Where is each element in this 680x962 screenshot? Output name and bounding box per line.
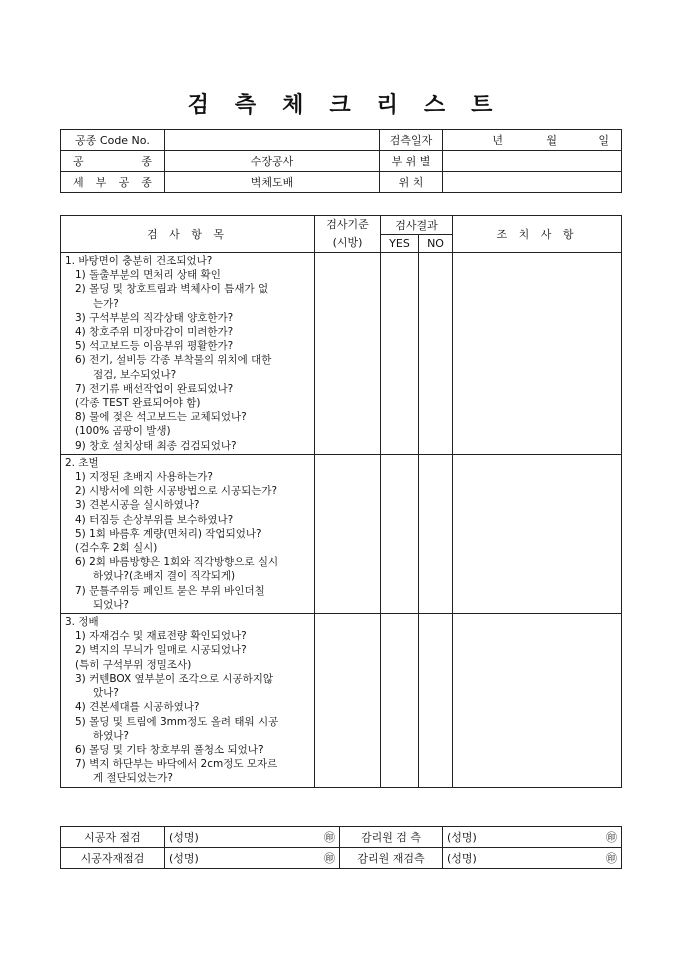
yes-cell[interactable]	[381, 454, 419, 613]
title-char: 크	[329, 92, 351, 118]
header-standard-line1: 검사기준	[326, 218, 369, 231]
seal-mark: ㊞	[606, 852, 617, 865]
checklist-section	[61, 614, 622, 787]
action-cell[interactable]	[453, 454, 622, 613]
no-cell[interactable]	[419, 614, 453, 787]
check-item: 1) 돌출부분의 면처리 상태 확인	[75, 269, 221, 282]
header-result: 검사결과	[381, 216, 453, 235]
supervisor-check-label: 감리원 검 측	[340, 827, 443, 848]
check-item: 3) 구석부분의 직각상태 양호한가?	[75, 311, 234, 324]
seal-mark: ㊞	[606, 831, 617, 844]
standard-cell[interactable]	[315, 454, 381, 613]
title-char: 스	[423, 92, 446, 118]
check-item: 3) 견본시공을 실시하였나?	[75, 499, 200, 512]
inspection-date-value[interactable]	[443, 130, 622, 151]
no-cell[interactable]	[419, 454, 453, 613]
check-item: 7) 전기류 배선작업이 완료되었나?	[75, 382, 234, 395]
standard-cell[interactable]	[315, 614, 381, 787]
supervisor-recheck-sign[interactable]	[443, 848, 622, 869]
check-item: 6) 2회 바름방향은 1회와 직각방향으로 실시	[75, 556, 279, 569]
check-item: 6) 몰딩 및 기타 창호부위 풀청소 되었나?	[75, 743, 264, 756]
check-item: 되었나?	[93, 598, 130, 611]
date-month: 월	[546, 134, 557, 147]
check-item: 5) 몰딩 및 트림에 3mm정도 올려 태워 시공	[75, 715, 279, 728]
contractor-recheck-label: 시공자재점검	[61, 848, 165, 869]
check-item: 게 절단되었는가?	[93, 772, 173, 785]
check-item: 2) 몰딩 및 창호트림과 벽체사이 틈새가 없	[75, 283, 269, 296]
contractor-check-label: 시공자 점검	[61, 827, 165, 848]
part-value[interactable]	[443, 151, 622, 172]
sign-placeholder: (성명)	[169, 831, 199, 844]
title-char: 검	[187, 92, 209, 118]
date-day: 일	[598, 134, 609, 147]
check-item: 4) 견본세대를 시공하였나?	[75, 701, 200, 714]
check-item: (검수후 2회 실시)	[75, 542, 158, 555]
seal-mark: ㊞	[324, 852, 335, 865]
location-label: 위 치	[380, 172, 443, 193]
work-code-label: 공종 Code No.	[61, 130, 165, 151]
checklist-sections	[61, 253, 622, 788]
title-char: 체	[282, 92, 304, 118]
header-standard-line2: (시방)	[332, 236, 363, 249]
section-heading: 2. 초벌	[65, 456, 99, 469]
supervisor-recheck-label: 감리원 재검측	[340, 848, 443, 869]
work-code-value[interactable]	[165, 130, 380, 151]
info-table	[60, 129, 622, 193]
check-item: 는가?	[93, 297, 119, 310]
check-item: 2) 벽지의 무늬가 일매로 시공되었나?	[75, 644, 247, 657]
check-item: 5) 석고보드등 이음부위 평활한가?	[75, 340, 234, 353]
no-cell[interactable]	[419, 253, 453, 455]
standard-cell[interactable]	[315, 253, 381, 455]
check-item: 9) 창호 설치상태 최종 검검되었나?	[75, 439, 237, 452]
check-item: 7) 벽지 하단부는 바닥에서 2cm정도 모자르	[75, 758, 278, 771]
title-char: 트	[471, 92, 493, 118]
title-char: 측	[234, 92, 257, 118]
checklist-section	[61, 454, 622, 613]
check-item: 았나?	[93, 687, 119, 700]
check-item: 4) 터짐등 손상부위를 보수하였나?	[75, 513, 234, 526]
check-item: 4) 창호주위 미장마감이 미려한가?	[75, 326, 234, 339]
header-items: 검 사 항 목	[61, 216, 315, 253]
inspection-date-label: 검측일자	[380, 130, 443, 151]
action-cell[interactable]	[453, 614, 622, 787]
contractor-check-sign[interactable]	[165, 827, 340, 848]
check-item: 1) 자재검수 및 재료전량 확인되었나?	[75, 630, 247, 643]
supervisor-check-sign[interactable]	[443, 827, 622, 848]
work-type-value[interactable]: 수장공사	[165, 151, 380, 172]
check-item: (100% 곰팡이 발생)	[75, 425, 171, 438]
section-heading: 1. 바탕면이 충분히 건조되었나?	[65, 255, 213, 267]
section-items-cell	[61, 614, 315, 787]
header-action: 조 치 사 항	[453, 216, 622, 253]
check-item: 1) 지정된 초배지 사용하는가?	[75, 471, 213, 484]
header-no: NO	[419, 234, 453, 253]
header-yes: YES	[381, 234, 419, 253]
yes-cell[interactable]	[381, 253, 419, 455]
contractor-recheck-sign[interactable]	[165, 848, 340, 869]
title-char: 리	[376, 92, 398, 118]
part-label: 부 위 별	[380, 151, 443, 172]
check-item: 2) 시방서에 의한 시공방법으로 시공되는가?	[75, 485, 278, 498]
date-year: 년	[492, 134, 503, 147]
check-item: (각종 TEST 완료되어야 함)	[75, 397, 201, 410]
check-item: 하였나?	[93, 729, 130, 742]
check-item: 8) 물에 젖은 석고보드는 교체되었나?	[75, 411, 247, 424]
detail-value[interactable]: 벽체도배	[165, 172, 380, 193]
section-heading: 3. 정배	[65, 616, 99, 629]
check-item: (특히 구석부위 정밀조사)	[75, 658, 192, 671]
location-value[interactable]	[443, 172, 622, 193]
signature-table	[60, 826, 622, 869]
checklist-section	[61, 253, 622, 455]
check-item: 6) 전기, 설비등 각종 부착물의 위치에 대한	[75, 354, 272, 367]
work-type-label: 공 종	[61, 151, 165, 172]
sign-placeholder: (성명)	[447, 831, 477, 844]
header-standard	[315, 216, 381, 253]
seal-mark: ㊞	[324, 831, 335, 844]
check-item: 하였나?(초배지 결이 직각되게)	[93, 570, 236, 583]
check-item: 3) 커텐BOX 옆부분이 조각으로 시공하지않	[75, 672, 274, 685]
checklist-table	[60, 215, 622, 788]
check-item: 점검, 보수되었나?	[93, 368, 177, 381]
action-cell[interactable]	[453, 253, 622, 455]
section-items-cell	[61, 253, 315, 455]
section-items-cell	[61, 454, 315, 613]
sign-placeholder: (성명)	[169, 852, 199, 865]
document-title	[0, 88, 680, 119]
sign-placeholder: (성명)	[447, 852, 477, 865]
check-item: 7) 문틀주위등 페인트 묻은 부위 바인더칠	[75, 584, 265, 597]
detail-label: 세 부 공 종	[61, 172, 165, 193]
check-item: 5) 1회 바름후 계량(면처리) 작업되었나?	[75, 527, 262, 540]
yes-cell[interactable]	[381, 614, 419, 787]
